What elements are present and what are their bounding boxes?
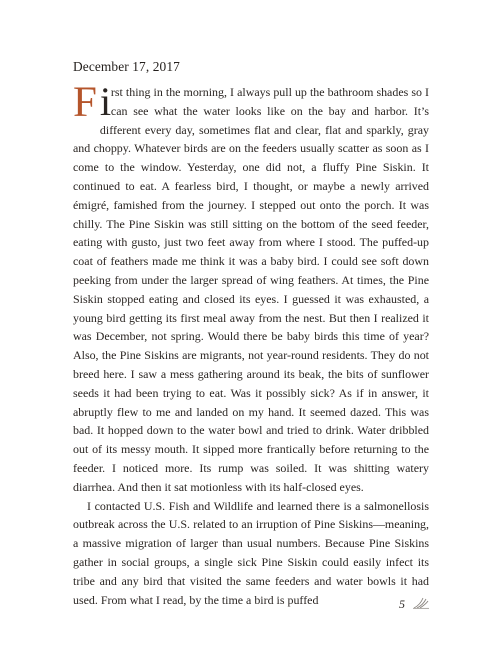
entry-date-heading: December 17, 2017	[73, 59, 180, 74]
drop-cap-letter: F	[73, 79, 97, 126]
page-number: 5	[399, 597, 405, 611]
paragraph-2: I contacted U.S. Fish and Wildlife and learned there is a salmonellosis outbreak across the U.S. related to an irruption of Pine Siskins—meaning, a massive migration of larger than usual numbers. Because Pine Siskins gather in social groups, a single sick Pine Siskin could easily infect its tribe and any bird that visited the same feeders and water bowls it had used. From what I read, by the time a bird is puffed	[73, 498, 429, 607]
paragraph-1	[73, 78, 429, 497]
feather-ornament-icon	[412, 596, 430, 609]
entry-body	[73, 78, 429, 609]
book-page	[73, 0, 429, 654]
paragraph-1-text: irst thing in the morning, I always pull up the bathroom shades so I can see what the water looks like on the bay and harbor. It’s different every day, sometimes flat and clear, flat and sparkly, gray and choppy. Whatever birds are on the feeders usually scatter as soon as I come to the window. Yesterday, one did not, a fluffy Pine Siskin. It continued to eat. A fearless bird, I thought, or maybe a newly arrived émigré, famished from the journey. I stepped out onto the porch. It was chilly. The Pine Siskin was still sitting on the bottom of the seed feeder, eating with gusto, just two feet away from where I stood. The puffed-up coat of feathers made me think it was a baby bird. I could see soft down peeking from under the larger spread of wing feathers. At times, the Pine Siskin stopped eating and closed its eyes. I guessed it was exhausted, a young bird getting its first meal away from the nest. But then I realized it was December, not spring. Would there be baby birds this time of year? Also, the Pine Siskins are migrants, not year-round residents. They do not breed here. I saw a mess gathering around its beak, the bits of sunflower seeds it had been trying to eat. Was it possibly sick? As if in answer, it abruptly flew to me and landed on my hand. It seemed dazed. This was bad. It hopped down to the water bowl and tried to drink. Water dribbled out of its messy mouth. It sipped more frantically before returning to the feeder. I noticed more. Its rump was soiled. It was shitting watery diarrhea. And then it sat motionless with its half-closed eyes.	[73, 78, 429, 494]
